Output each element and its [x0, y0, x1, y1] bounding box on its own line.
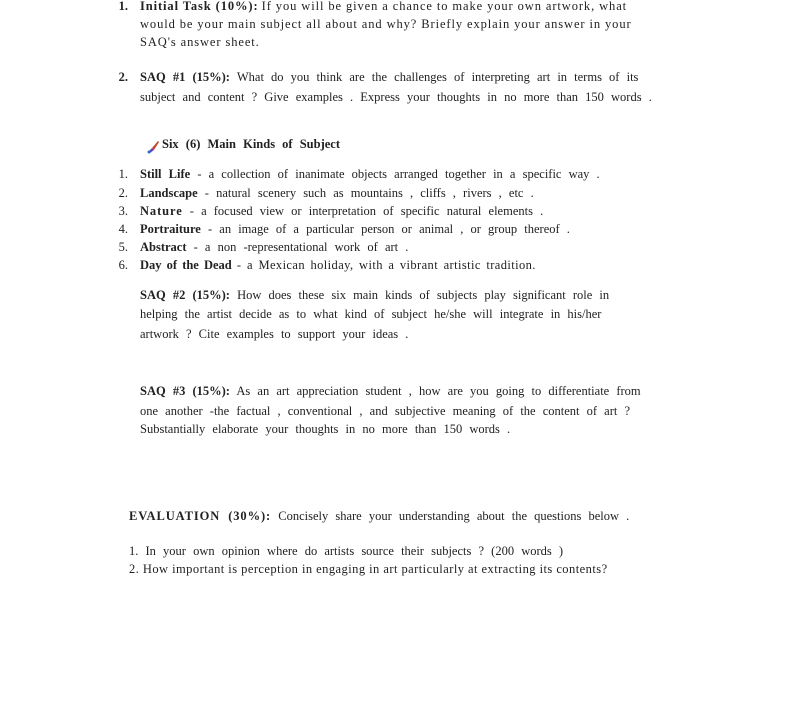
kind-item-term: Still Life	[140, 167, 191, 181]
kind-item-term: Day of the Dead	[140, 258, 232, 272]
saq-2-line-1: How does these six main kinds of subjects play significant role in	[237, 288, 610, 302]
evaluation-question-2: 2. How important is perception in engaging in art particularly at extracting its contents?	[129, 562, 608, 576]
saq-1-line-1: What do you think are the challenges of interpreting art in terms of its	[236, 70, 639, 84]
saq-1-title: SAQ #1 (15%):	[140, 70, 230, 84]
saq-3-line-3: Substantially elaborate your thoughts in no more than 150 words .	[140, 422, 511, 436]
kind-item-desc: - natural scenery such as mountains , cliffs , rivers , etc .	[204, 186, 534, 200]
task-1-line-1: If you will be given a chance to make your own artwork, what	[261, 0, 628, 13]
kind-item-number: 2.	[118, 186, 128, 200]
saq-3-line-2: one another -the factual , conventional , and subjective meaning of the content of art ?	[140, 404, 631, 418]
saq-2-title: SAQ #2 (15%):	[140, 288, 230, 302]
task-1-title: Initial Task (10%):	[140, 0, 259, 13]
task-1-line-3: SAQ's answer sheet.	[140, 35, 260, 49]
kind-item-term: Abstract	[140, 240, 187, 254]
kind-item-term: Portraiture	[140, 222, 201, 236]
kind-item-desc: - a focused view or interpretation of specific natural elements .	[189, 204, 544, 218]
kind-item-number: 5.	[118, 240, 128, 254]
task-1-number: 1.	[118, 0, 128, 13]
kind-item-term: Nature	[140, 204, 183, 218]
task-1-line-2: would be your main subject all about and why? Briefly explain your answer in your	[140, 17, 632, 31]
saq-2-line-2: helping the artist decide as to what kind of subject he/she will integrate in his/her	[140, 307, 602, 321]
saq-3-line-1: As an art appreciation student , how are you going to differentiate from	[236, 384, 641, 398]
kind-item-desc: - a collection of inanimate objects arranged together in a specific way .	[197, 167, 600, 181]
saq-1-line-2: subject and content ? Give examples . Express your thoughts in no more than 150 words .	[140, 90, 652, 104]
evaluation-intro: Concisely share your understanding about the questions below .	[278, 509, 630, 523]
kind-item-desc: - a Mexican holiday, with a vibrant artistic tradition.	[236, 258, 536, 272]
kinds-heading: Six (6) Main Kinds of Subject	[162, 137, 341, 151]
evaluation-question-1: 1. In your own opinion where do artists source their subjects ? (200 words )	[129, 544, 564, 558]
kind-item-desc: - a non -representational work of art .	[193, 240, 409, 254]
saq-2-line-3: artwork ? Cite examples to support your ideas .	[140, 327, 409, 341]
evaluation-title: EVALUATION (30%):	[129, 509, 272, 523]
kind-item-number: 3.	[118, 204, 128, 218]
kind-item-number: 1.	[118, 167, 128, 181]
kind-item-number: 4.	[118, 222, 128, 236]
kind-item-desc: - an image of a particular person or animal , or group thereof .	[207, 222, 570, 236]
paintbrush-icon	[146, 140, 160, 154]
kind-item-term: Landscape	[140, 186, 198, 200]
task-2-number: 2.	[118, 70, 128, 84]
saq-3-title: SAQ #3 (15%):	[140, 384, 230, 398]
kind-item-number: 6.	[118, 258, 128, 272]
